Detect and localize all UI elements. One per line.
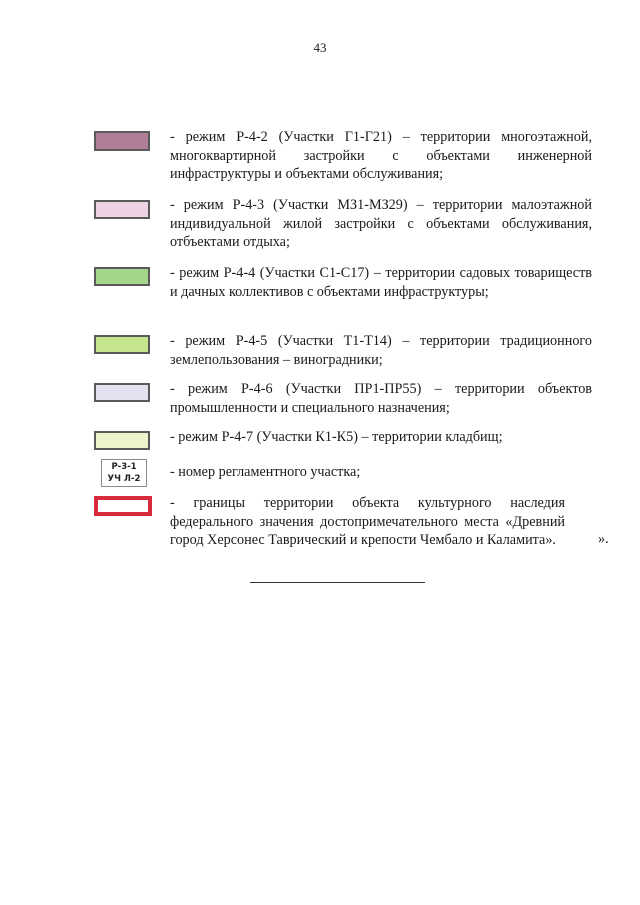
- legend-text-heritage-border: - границы территории объекта культурного наследия федерального значения достопримечательного места «Древний город Херсонес Таврический и крепости Чембало и Каламита».: [170, 495, 565, 548]
- legend-swatch-r-4-5: [94, 335, 150, 354]
- legend-swatch-r-4-4: [94, 267, 150, 286]
- legend-swatch-r-4-6: [94, 383, 150, 402]
- plot-label-sample: [101, 459, 147, 487]
- legend-text-r-4-3: - режим Р-4-3 (Участки МЗ1-МЗ29) – территории малоэтажной индивидуальной жилой застройки с объектами обслуживания, отбъектами отдыха;: [170, 197, 592, 250]
- divider-line: [250, 582, 425, 583]
- legend-swatch-r-4-2: [94, 131, 150, 151]
- legend-text-r-4-2: - режим Р-4-2 (Участки Г1-Г21) – территории многоэтажной, многоквартирной застройки с объектами инженерной инфраструктуры и объектами обслуживания;: [170, 129, 592, 182]
- legend-swatch-r-4-3: [94, 200, 150, 219]
- legend-text-r-4-7: - режим Р-4-7 (Участки К1-К5) – территории кладбищ;: [170, 429, 503, 445]
- plot-label-line1: Р-3-1: [111, 462, 137, 472]
- legend-text-r-4-6: - режим Р-4-6 (Участки ПР1-ПР55) – территории объектов промышленности и специального назначения;: [170, 381, 592, 416]
- plot-label-line2: УЧ Л-2: [107, 474, 141, 484]
- closing-quote: ».: [598, 531, 609, 547]
- page-number: 43: [313, 40, 327, 55]
- legend-text-r-4-5: - режим Р-4-5 (Участки Т1-Т14) – территории традиционного землепользования – виноградники;: [170, 333, 592, 368]
- legend-text-plot-label: - номер регламентного участка;: [170, 464, 361, 480]
- legend-swatch-r-4-7: [94, 431, 150, 450]
- heritage-border-swatch: [94, 496, 152, 516]
- legend-text-r-4-4: - режим Р-4-4 (Участки С1-С17) – территории садовых товариществ и дачных коллективов с объектами инфраструктуры;: [170, 265, 592, 300]
